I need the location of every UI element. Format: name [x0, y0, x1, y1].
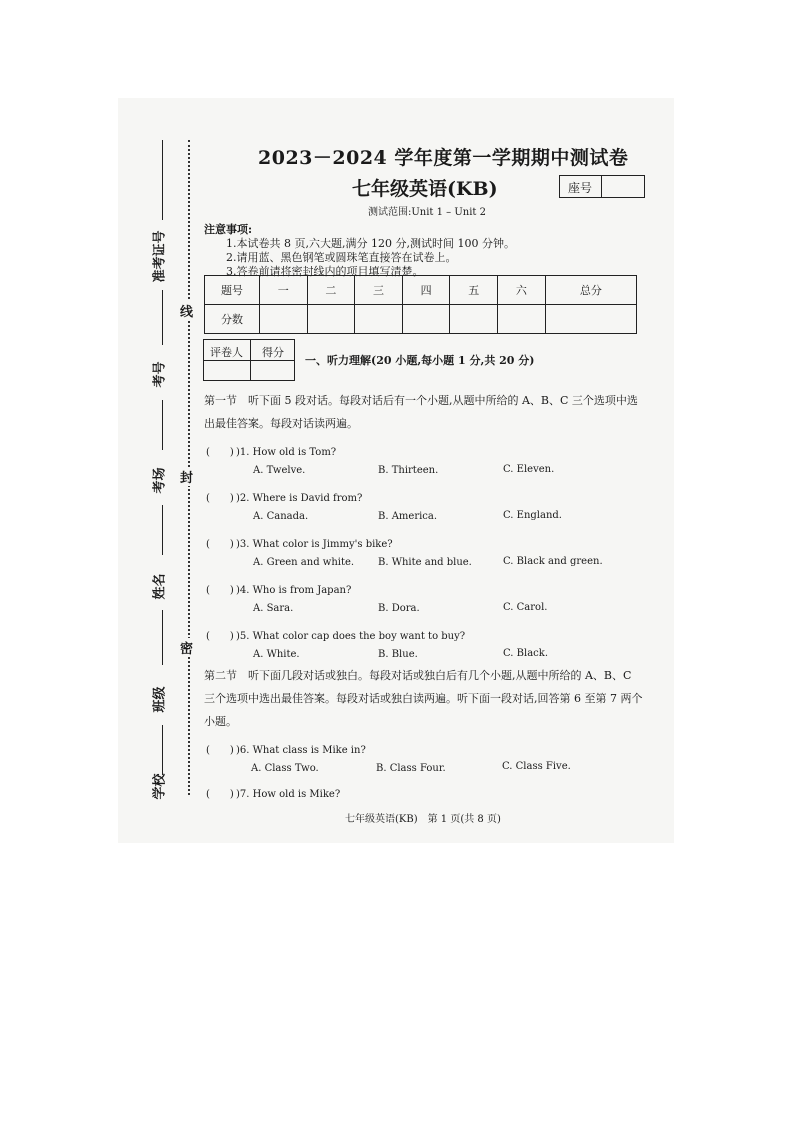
score-header-cell: 总分 [545, 276, 636, 305]
seat-number-box [559, 175, 645, 198]
grader-box [203, 339, 295, 381]
option-c[interactable]: C. Eleven. [503, 464, 555, 475]
option-a[interactable]: A. Canada. [253, 511, 309, 522]
score-table [204, 275, 637, 334]
option-a[interactable]: A. Green and white. [253, 557, 355, 568]
grader-label: 评卷人 [210, 346, 243, 359]
score-header-cell: 四 [402, 276, 450, 305]
question-7: ( ) )7. How old is Mike? [206, 789, 341, 800]
option-c[interactable]: C. Black. [503, 648, 548, 659]
field-line [162, 290, 163, 345]
note-item: 2.请用蓝、黑色钢笔或圆珠笔直接答在试卷上。 [226, 251, 457, 264]
section-title: 一、听力理解(20 小题,每小题 1 分,共 20 分) [305, 354, 535, 367]
option-b[interactable]: B. Blue. [378, 649, 418, 660]
note-item: 3.答卷前请将密封线内的项目填写清楚。 [226, 265, 424, 278]
score-cell[interactable] [355, 305, 403, 334]
score-header-cell: 题号 [205, 276, 260, 305]
field-line [162, 505, 163, 555]
score-cell[interactable] [307, 305, 355, 334]
part2-instructions: 第二节 听下面几段对话或独白。每段对话或独白后有几个小题,从题中所给的 A、B、C 三个选项中选出最佳答案。每段对话或独白读两遍。听下面一段对话,回答第 6 至第 7 两个小题。 [204, 669, 643, 728]
question-1: ( ) )1. How old is Tom? [206, 447, 337, 458]
exam-subtitle: 七年级英语(KB) [352, 178, 498, 200]
question-2: ( ) )2. Where is David from? [206, 493, 363, 504]
score-cell[interactable] [498, 305, 546, 334]
score-cell[interactable] [260, 305, 308, 334]
score-header-cell: 五 [450, 276, 498, 305]
option-a[interactable]: A. Twelve. [253, 465, 306, 476]
option-b[interactable]: B. Dora. [378, 603, 420, 614]
exam-title: 2023－2024 学年度第一学期期中测试卷 [258, 147, 629, 169]
score-header-cell: 六 [498, 276, 546, 305]
cut-char-secret: 密 [180, 638, 193, 657]
page-footer: 七年级英语(KB) 第 1 页(共 8 页) [345, 814, 501, 825]
cut-char-line: 线 [180, 301, 193, 320]
field-exam-room: 考场 [152, 467, 168, 494]
option-a[interactable]: A. Class Two. [251, 763, 319, 774]
field-name: 姓名 [152, 573, 168, 600]
option-a[interactable]: A. White. [253, 649, 300, 660]
field-line [162, 140, 163, 220]
seat-number-label: 座号 [568, 181, 593, 195]
option-c[interactable]: C. Black and green. [503, 556, 603, 567]
test-range: 测试范围:Unit 1 – Unit 2 [368, 207, 486, 218]
score-cell[interactable] [545, 305, 636, 334]
score-row-label: 分数 [205, 305, 260, 334]
score-header-cell: 三 [355, 276, 403, 305]
field-school: 学校 [152, 773, 168, 800]
option-c[interactable]: C. England. [503, 510, 562, 521]
field-student-number: 考号 [152, 361, 168, 388]
field-class: 班级 [152, 686, 168, 713]
question-4: ( ) )4. Who is from Japan? [206, 585, 352, 596]
score-cell[interactable] [402, 305, 450, 334]
cut-char-seal: 封 [180, 467, 193, 486]
score-label: 得分 [262, 346, 284, 359]
option-c[interactable]: C. Carol. [503, 602, 548, 613]
score-cell[interactable] [450, 305, 498, 334]
question-3: ( ) )3. What color is Jimmy's bike? [206, 539, 393, 550]
score-header-cell: 一 [260, 276, 308, 305]
part1-instructions: 第一节 听下面 5 段对话。每段对话后有一个小题,从题中所给的 A、B、C 三个选项中选出最佳答案。每段对话读两遍。 [204, 394, 638, 430]
field-exam-id: 准考证号 [152, 230, 168, 283]
score-table-header-row [205, 276, 637, 305]
score-table-score-row [205, 305, 637, 334]
notes-heading: 注意事项: [204, 223, 253, 236]
option-a[interactable]: A. Sara. [253, 603, 294, 614]
field-line [162, 610, 163, 665]
option-b[interactable]: B. Thirteen. [378, 465, 439, 476]
option-b[interactable]: B. America. [378, 511, 438, 522]
option-c[interactable]: C. Class Five. [502, 761, 571, 772]
note-item: 1.本试卷共 8 页,六大题,满分 120 分,测试时间 100 分钟。 [226, 237, 515, 250]
score-header-cell: 二 [307, 276, 355, 305]
field-line [162, 400, 163, 450]
question-5: ( ) )5. What color cap does the boy want to buy? [206, 631, 466, 642]
question-6: ( ) )6. What class is Mike in? [206, 745, 366, 756]
option-b[interactable]: B. Class Four. [376, 763, 446, 774]
option-b[interactable]: B. White and blue. [378, 557, 472, 568]
